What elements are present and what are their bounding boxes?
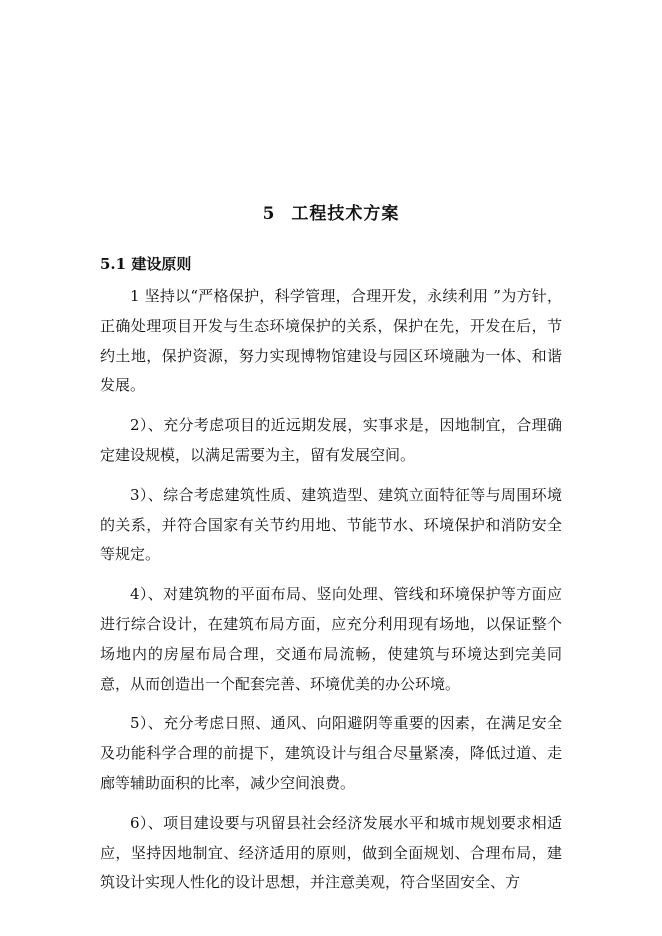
paragraph-principle-2: 2）、充分考虑项目的近远期发展，实事求是，因地制宜，合理确定建设规模，以满足需要为主，留有发展空间。 — [100, 416, 562, 464]
chapter-title — [0, 202, 662, 226]
paragraph-principle-3: 3）、综合考虑建筑性质、建筑造型、建筑立面特征等与周围环境的关系，并符合国家有关节约用地、节能节水、环境保护和消防安全等规定。 — [100, 485, 562, 564]
paragraph-principle-1: 1 坚持以“严格保护，科学管理，合理开发，永续利用 ”为方针，正确处理项目开发与生态环境保护的关系，保护在先，开发在后，节约土地，保护资源，努力实现博物馆建设与园区环境融为一体、和谐发展。 — [100, 287, 562, 395]
section-heading: 5.1 建设原则 — [100, 255, 192, 273]
body-text — [100, 282, 562, 908]
paragraph-principle-5: 5）、充分考虑日照、通风、向阳避阴等重要的因素，在满足安全及功能科学合理的前提下，建筑设计与组合尽量紧凑，降低过道、走廊等辅助面积的比率，减少空间浪费。 — [100, 714, 562, 792]
chapter-title-text: 工程技术方案 — [291, 204, 400, 224]
chapter-number: 5 — [262, 204, 276, 224]
paragraph-principle-4: 4）、对建筑物的平面布局、竖向处理、管线和环境保护等方面应进行综合设计，在建筑布局方面，应充分利用现有场地，以保证整个场地内的房屋布局合理，交通布局流畅，使建筑与环境达到完美同意，从而创造出一个配套完善、环境优美的办公环境。 — [100, 585, 562, 693]
paragraph-principle-6: 6）、项目建设要与巩留县社会经济发展水平和城市规划要求相适应，坚持因地制宜、经济适用的原则，做到全面规划、合理布局，建筑设计实现人性化的设计思想，并注意美观，符合坚固安全、方 — [100, 813, 562, 892]
